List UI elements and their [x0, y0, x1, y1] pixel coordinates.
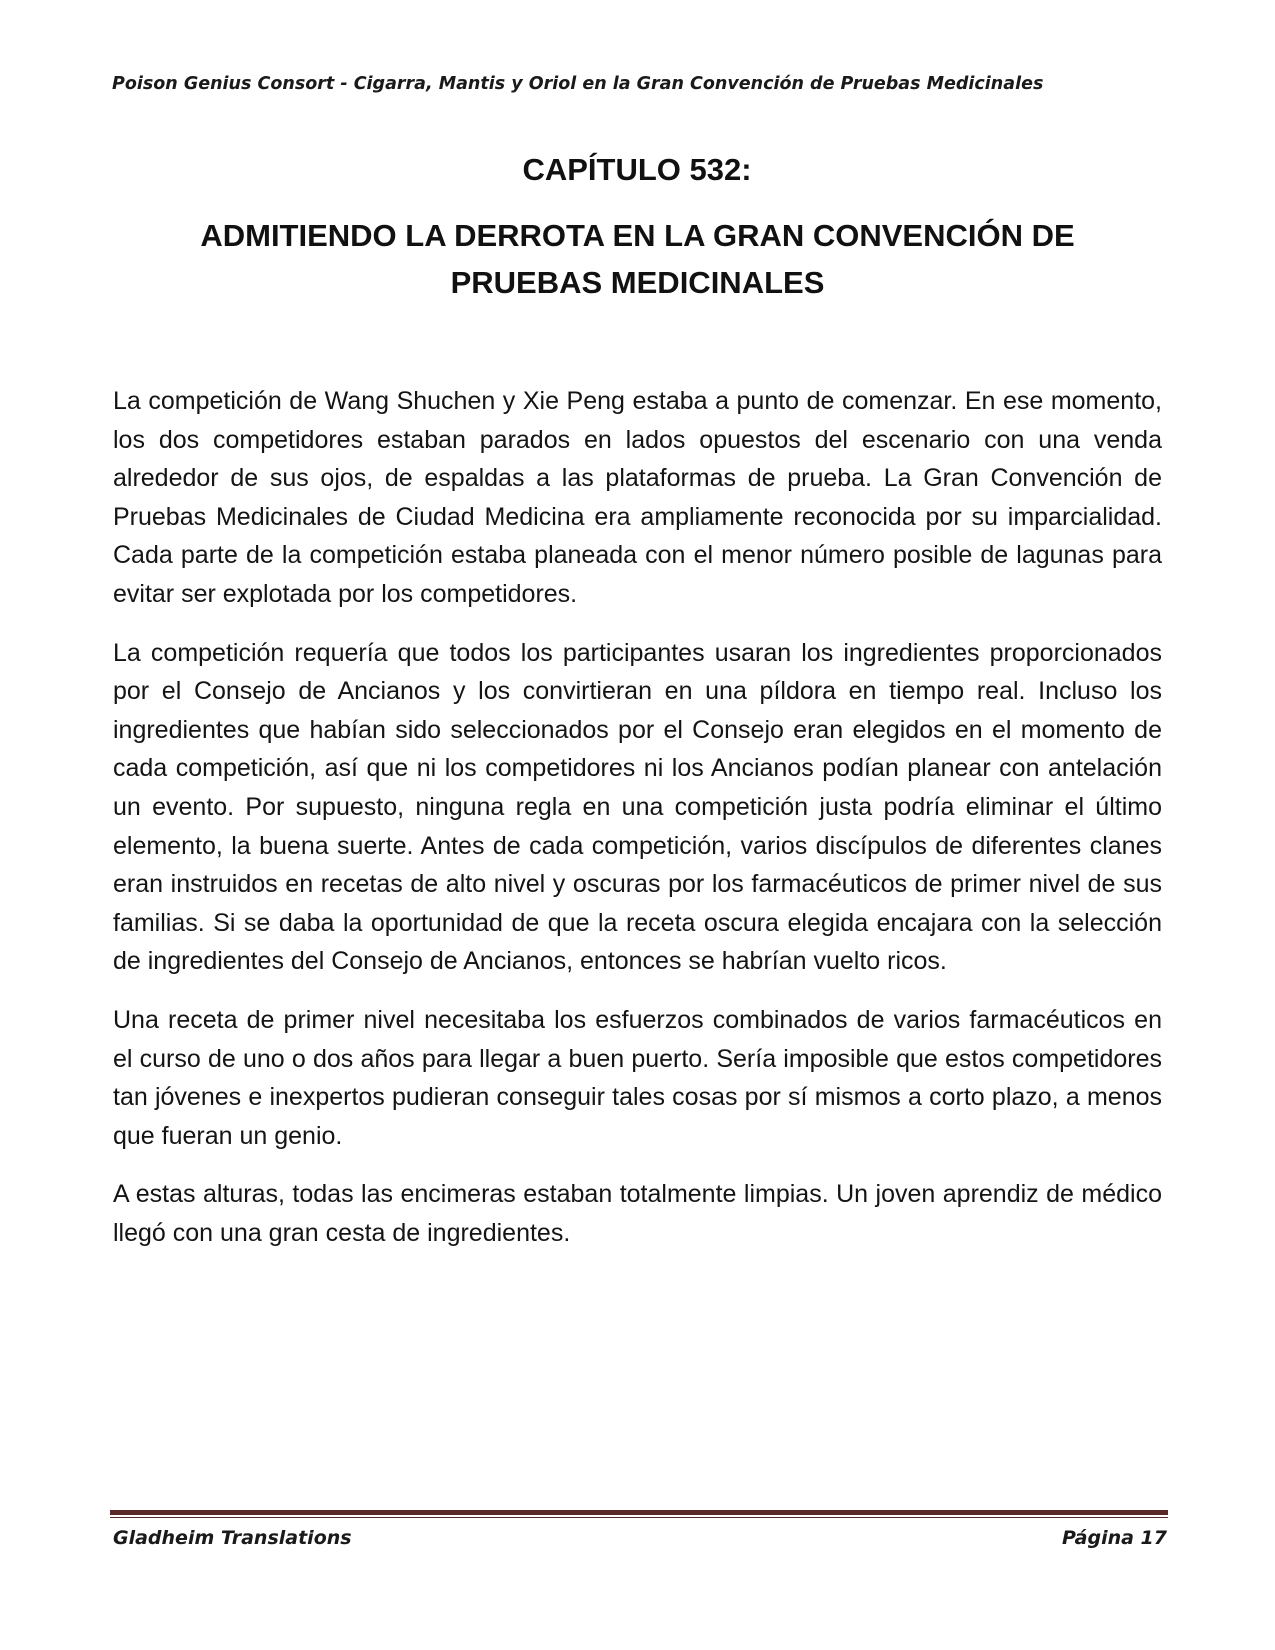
footer-publisher: Gladheim Translations	[113, 1527, 352, 1549]
body-paragraph: Una receta de primer nivel necesitaba los esfuerzos combinados de varios farmacéuticos en el curso de uno o dos años para llegar a buen puerto. Sería imposible que estos competidores tan jóvenes e inexpertos pudieran conseguir tales cosas por sí mismos a corto plazo, a menos que fueran un genio.	[113, 1005, 1162, 1150]
page-number: Página 17	[1061, 1527, 1167, 1549]
body-paragraph: La competición de Wang Shuchen y Xie Peng estaba a punto de comenzar. En ese momento, los dos competidores estaban parados en lados opuestos del escenario con una venda alrededor de sus ojos, de espaldas a las plataformas de prueba. La Gran Convención de Pruebas Medicinales de Ciudad Medicina era ampliamente reconocida por su imparcialidad. Cada parte de la competición estaba planeada con el menor número posible de lagunas para evitar ser explotada por los competidores.	[113, 387, 1162, 608]
chapter-number: CAPÍTULO 532:	[522, 152, 752, 187]
body-paragraph: A estas alturas, todas las encimeras estaban totalmente limpias. Un joven aprendiz de médico llegó con una gran cesta de ingredientes.	[113, 1180, 1162, 1247]
footer-divider-thin	[110, 1517, 1168, 1518]
chapter-body	[113, 382, 1162, 1272]
footer-divider-thick	[110, 1510, 1168, 1515]
body-paragraph: La competición requería que todos los participantes usaran los ingredientes proporcionados por el Consejo de Ancianos y los convirtieran en una píldora en tiempo real. Incluso los ingredientes que habían sido seleccionados por el Consejo eran elegidos en el momento de cada competición, así que ni los competidores ni los Ancianos podían planear con antelación un evento. Por supuesto, ninguna regla en una competición justa podría eliminar el último elemento, la buena suerte. Antes de cada competición, varios discípulos de diferentes clanes eran instruidos en recetas de alto nivel y oscuras por los farmacéuticos de primer nivel de sus familias. Si se daba la oportunidad de que la receta oscura elegida encajara con la selección de ingredientes del Consejo de Ancianos, entonces se habrían vuelto ricos.	[113, 638, 1162, 976]
chapter-title: ADMITIENDO LA DERROTA EN LA GRAN CONVENCIÓN DE PRUEBAS MEDICINALES	[200, 218, 1075, 300]
running-header: Poison Genius Consort - Cigarra, Mantis y Oriol en la Gran Convención de Pruebas Medicinales	[112, 74, 1044, 94]
footer-divider	[110, 1510, 1168, 1518]
